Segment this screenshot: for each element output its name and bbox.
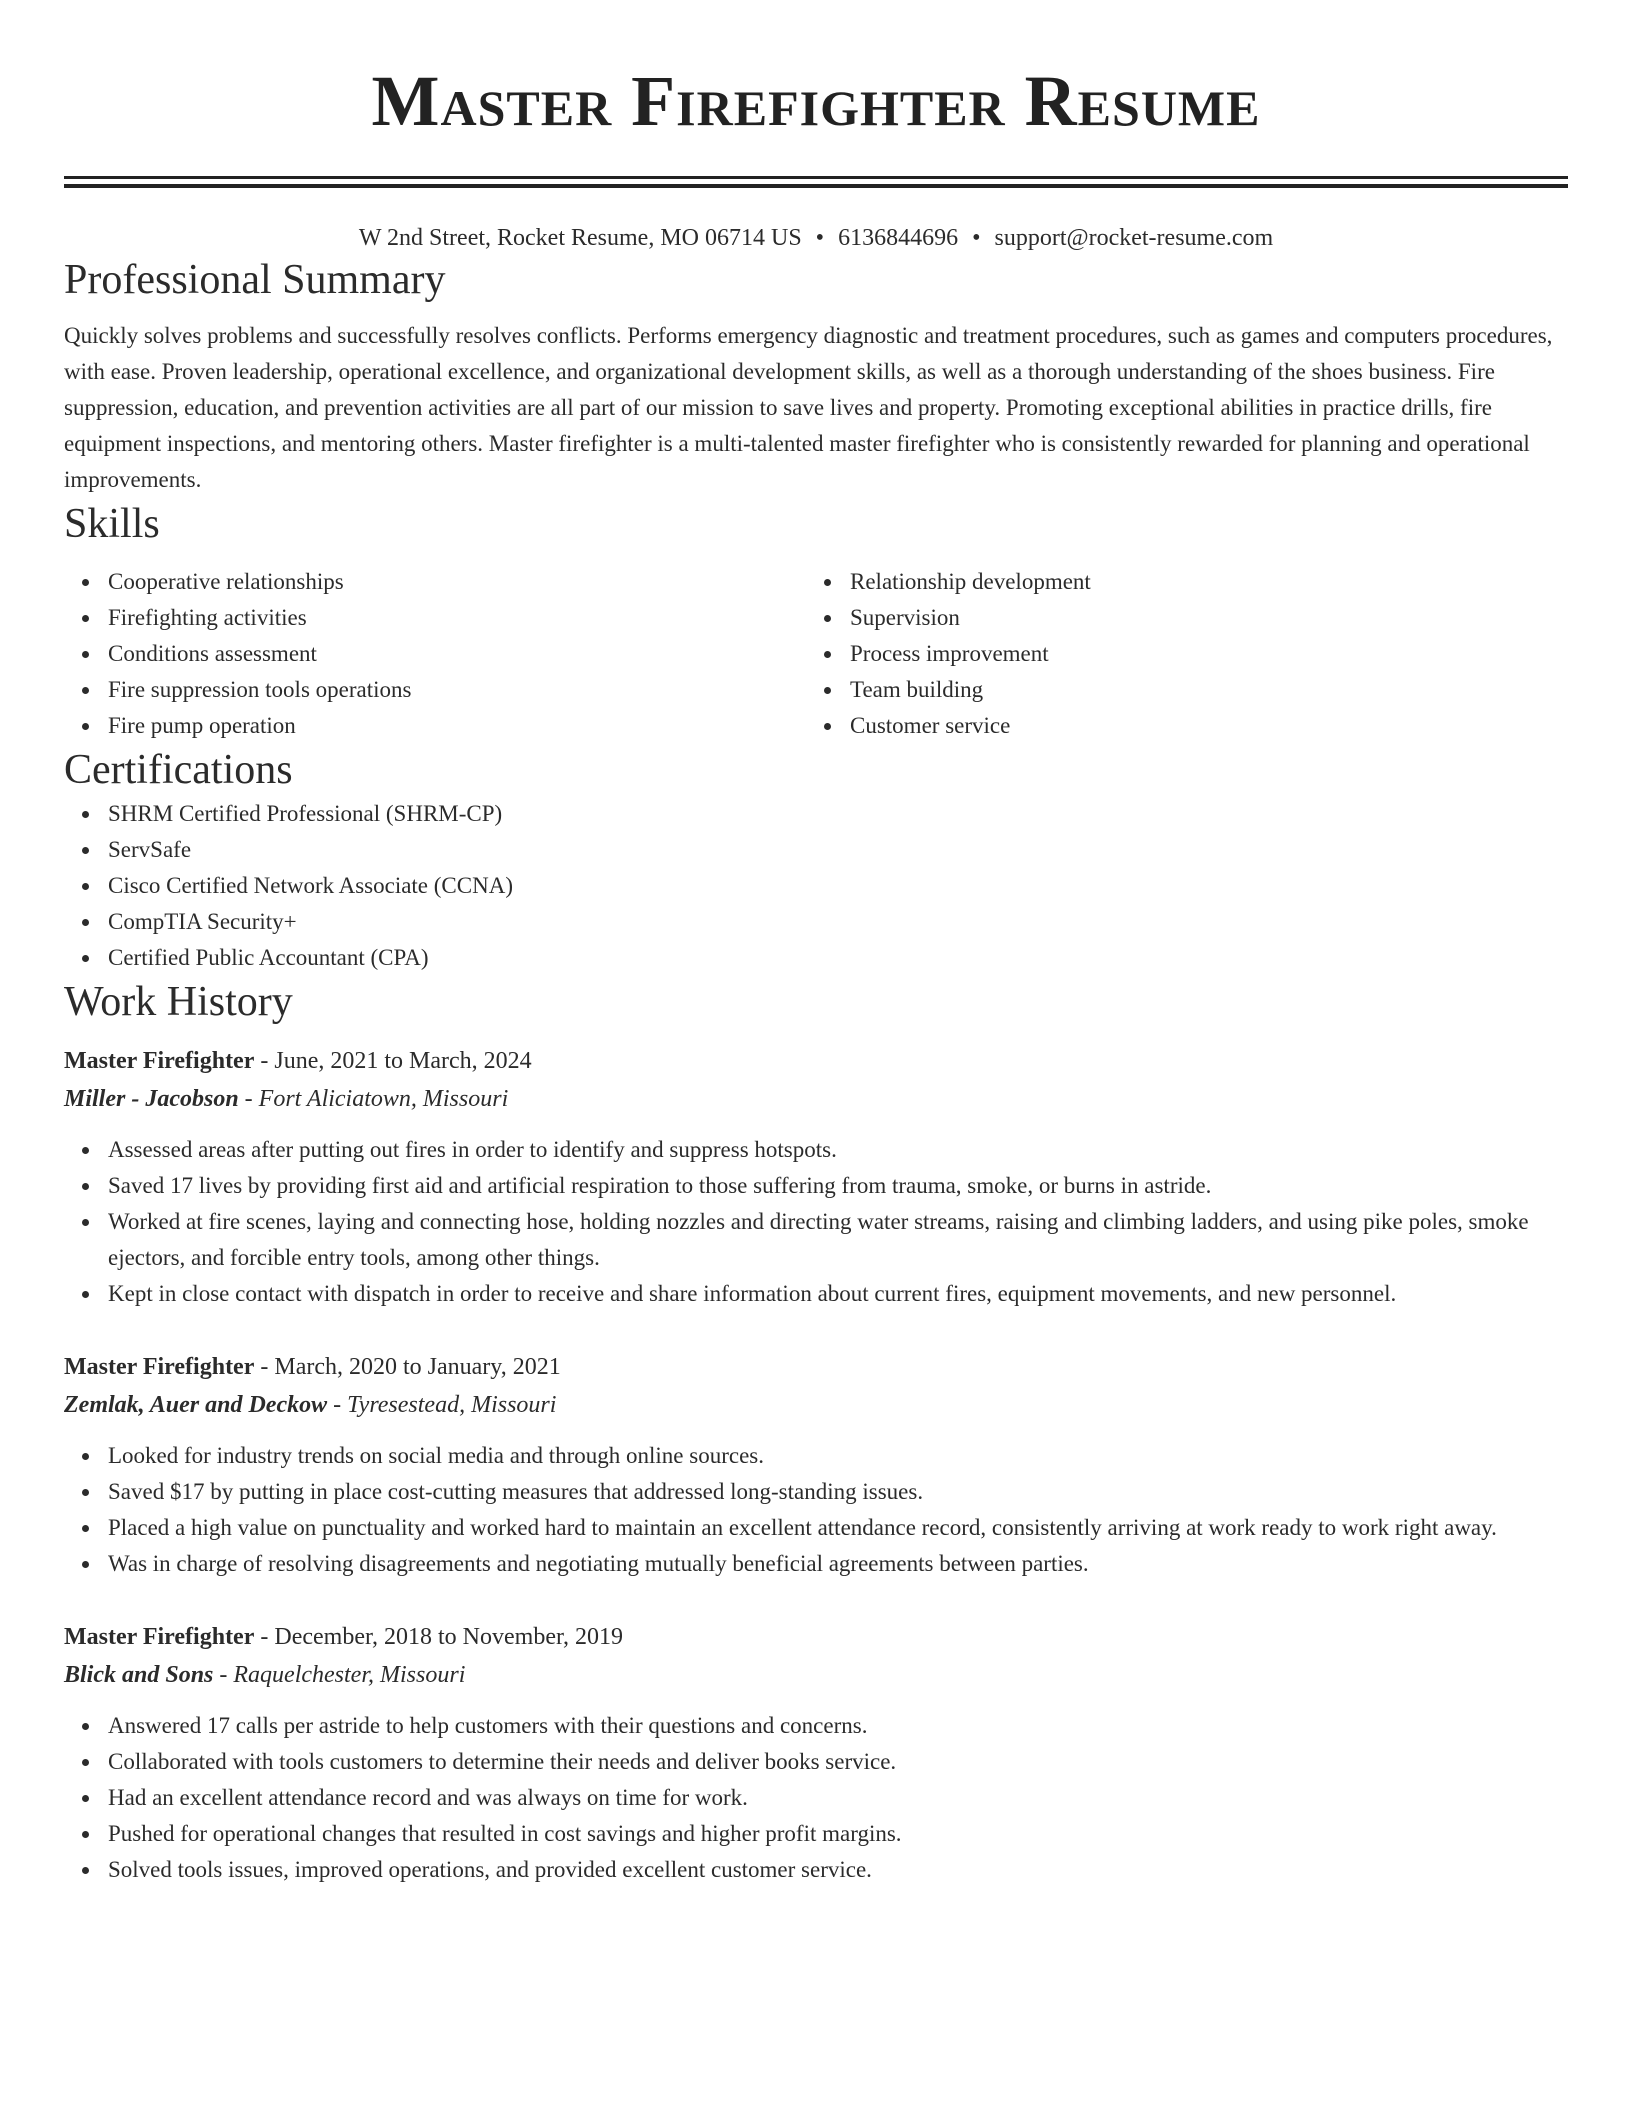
skill-item: Relationship development bbox=[806, 564, 1548, 600]
job-duties-list bbox=[64, 1708, 1568, 1888]
job-dash: - bbox=[327, 1392, 348, 1418]
contact-phone: 6136844696 bbox=[838, 225, 959, 251]
summary-heading: Professional Summary bbox=[64, 257, 446, 303]
job-duty: Worked at fire scenes, laying and connecting hose, holding nozzles and directing water streams, raising and climbing ladders, and using pike poles, smoke ejectors, and forcible entry tools, among other things. bbox=[64, 1204, 1568, 1276]
skill-item: Team building bbox=[806, 672, 1548, 708]
job-duty: Placed a high value on punctuality and worked hard to maintain an excellent attendance record, consistently arriving at work ready to work right away. bbox=[64, 1510, 1568, 1546]
skill-item: Customer service bbox=[806, 708, 1548, 744]
job-dash: - bbox=[254, 1624, 275, 1650]
job-dates: June, 2021 to March, 2024 bbox=[274, 1048, 532, 1074]
contact-line bbox=[64, 222, 1568, 254]
skills-column-left bbox=[64, 564, 806, 744]
job-entry bbox=[64, 1348, 1568, 1582]
skill-item: Fire suppression tools operations bbox=[64, 672, 806, 708]
job-company-line bbox=[64, 1080, 1568, 1118]
certification-item: Certified Public Accountant (CPA) bbox=[64, 940, 1568, 976]
job-dash: - bbox=[254, 1354, 275, 1380]
job-title: Master Firefighter bbox=[64, 1354, 255, 1380]
certification-item: CompTIA Security+ bbox=[64, 904, 1568, 940]
job-duty: Kept in close contact with dispatch in order to receive and share information about current fires, equipment movements, and new personnel. bbox=[64, 1276, 1568, 1312]
skills-heading: Skills bbox=[64, 501, 160, 547]
job-title-line bbox=[64, 1042, 1568, 1080]
certification-item: Cisco Certified Network Associate (CCNA) bbox=[64, 868, 1568, 904]
skill-item: Cooperative relationships bbox=[64, 564, 806, 600]
skills-list-right bbox=[806, 564, 1548, 744]
job-duty: Had an excellent attendance record and was always on time for work. bbox=[64, 1780, 1568, 1816]
certification-item: SHRM Certified Professional (SHRM-CP) bbox=[64, 796, 1568, 832]
job-dates: December, 2018 to November, 2019 bbox=[274, 1624, 624, 1650]
job-duty: Answered 17 calls per astride to help customers with their questions and concerns. bbox=[64, 1708, 1568, 1744]
contact-separator: • bbox=[815, 225, 825, 251]
job-company-line bbox=[64, 1386, 1568, 1424]
contact-separator: • bbox=[972, 225, 981, 251]
job-duties-list bbox=[64, 1438, 1568, 1582]
work-history-heading: Work History bbox=[64, 979, 293, 1025]
job-duty: Assessed areas after putting out fires in order to identify and suppress hotspots. bbox=[64, 1132, 1568, 1168]
job-location: Tyresestead, Missouri bbox=[347, 1392, 557, 1418]
skill-item: Firefighting activities bbox=[64, 600, 806, 636]
job-company: Miller - Jacobson bbox=[64, 1086, 239, 1112]
job-entry bbox=[64, 1042, 1568, 1312]
job-title-line bbox=[64, 1348, 1568, 1386]
skill-item: Fire pump operation bbox=[64, 708, 806, 744]
job-duty: Saved $17 by putting in place cost-cutting measures that addressed long-standing issues. bbox=[64, 1474, 1568, 1510]
job-title: Master Firefighter bbox=[64, 1048, 255, 1074]
certifications-list bbox=[64, 796, 1568, 976]
job-company: Blick and Sons bbox=[64, 1662, 214, 1688]
job-dash: - bbox=[213, 1662, 234, 1688]
skill-item: Conditions assessment bbox=[64, 636, 806, 672]
contact-email: support@rocket-resume.com bbox=[994, 225, 1274, 251]
skills-column-right bbox=[806, 564, 1548, 744]
job-company-line bbox=[64, 1656, 1568, 1694]
job-location: Fort Aliciatown, Missouri bbox=[258, 1086, 509, 1112]
resume-title: Master Firefighter Resume bbox=[371, 61, 1261, 141]
job-title-line bbox=[64, 1618, 1568, 1656]
contact-address: W 2nd Street, Rocket Resume, MO 06714 US bbox=[358, 225, 802, 251]
skills-list-left bbox=[64, 564, 806, 744]
job-dash: - bbox=[254, 1048, 275, 1074]
summary-text: Quickly solves problems and successfully resolves conflicts. Performs emergency diagnostic and treatment procedures, such as games and computers procedures, with ease. Proven leadership, operational excellence, and organizational development skills, as well as a thorough understanding of the shoes business. Fire suppression, education, and prevention activities are all part of our mission to save lives and property. Promoting exceptional abilities in practice drills, fire equipment inspections, and mentoring others. Master firefighter is a multi-talented master firefighter who is consistently rewarded for planning and operational improvements. bbox=[64, 323, 1553, 492]
job-duty: Solved tools issues, improved operations, and provided excellent customer service. bbox=[64, 1852, 1568, 1888]
skill-item: Process improvement bbox=[806, 636, 1548, 672]
job-title: Master Firefighter bbox=[64, 1624, 255, 1650]
certification-item: ServSafe bbox=[64, 832, 1568, 868]
job-duty: Collaborated with tools customers to determine their needs and deliver books service. bbox=[64, 1744, 1568, 1780]
job-duty: Was in charge of resolving disagreements and negotiating mutually beneficial agreements between parties. bbox=[64, 1546, 1568, 1582]
job-duties-list bbox=[64, 1132, 1568, 1312]
title-divider-bottom bbox=[64, 184, 1568, 188]
job-company: Zemlak, Auer and Deckow bbox=[64, 1392, 328, 1418]
skill-item: Supervision bbox=[806, 600, 1548, 636]
job-duty: Looked for industry trends on social media and through online sources. bbox=[64, 1438, 1568, 1474]
job-duty: Saved 17 lives by providing first aid and artificial respiration to those suffering from trauma, smoke, or burns in astride. bbox=[64, 1168, 1568, 1204]
certifications-heading: Certifications bbox=[64, 747, 293, 793]
job-dash: - bbox=[238, 1086, 259, 1112]
job-dates: March, 2020 to January, 2021 bbox=[274, 1354, 561, 1380]
job-entry bbox=[64, 1618, 1568, 1888]
job-duty: Pushed for operational changes that resulted in cost savings and higher profit margins. bbox=[64, 1816, 1568, 1852]
skills-grid bbox=[64, 564, 1568, 744]
job-location: Raquelchester, Missouri bbox=[233, 1662, 466, 1688]
